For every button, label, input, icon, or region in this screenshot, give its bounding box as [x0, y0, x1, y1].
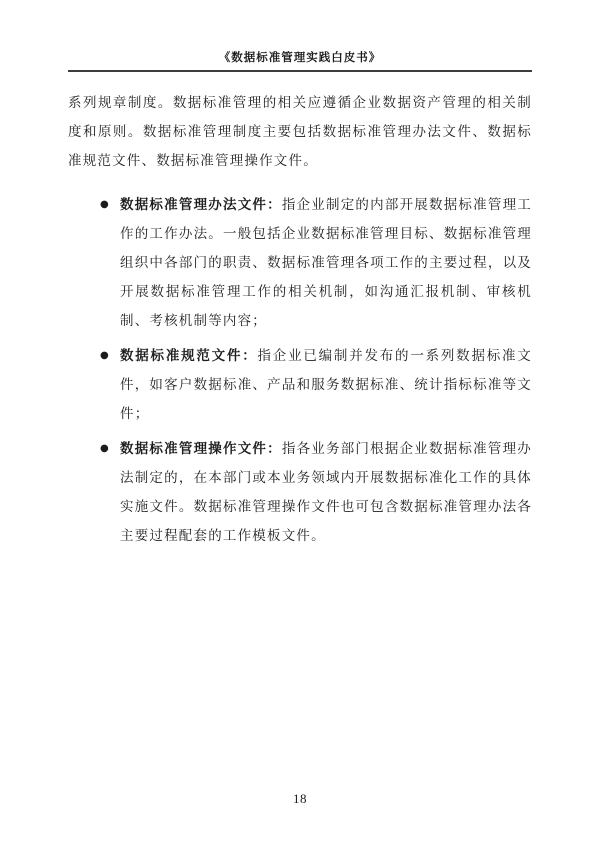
page-content	[68, 88, 532, 550]
bullet-desc: 指企业制定的内部开展数据标准管理工作的工作办法。一般包括企业数据标准管理目标、数据标准管理组织中各部门的职责、数据标准管理各项工作的主要过程，以及开展数据标准管理工作的相关机制，如沟通汇报机制、审核机制、考核机制等内容；	[120, 197, 532, 328]
list-item	[68, 190, 532, 335]
bullet-icon: ●	[100, 199, 109, 210]
bullet-desc: 指企业已编制并发布的一系列数据标准文件，如客户数据标准、产品和服务数据标准、统计指标标准等文件；	[120, 348, 532, 421]
list-item	[68, 434, 532, 550]
bullet-term: 数据标准管理操作文件：	[120, 441, 282, 456]
page-number: 18	[293, 791, 307, 806]
body-paragraph: 系列规章制度。数据标准管理的相关应遵循企业数据资产管理的相关制度和原则。数据标准管理制度主要包括数据标准管理办法文件、数据标准规范文件、数据标准管理操作文件。	[68, 95, 532, 168]
bullet-icon: ●	[100, 443, 109, 454]
list-item	[68, 341, 532, 428]
bullet-list	[68, 190, 532, 550]
header-title: 《数据标准管理实践白皮书》	[218, 52, 382, 64]
bullet-term: 数据标准管理办法文件：	[120, 197, 282, 212]
bullet-desc: 指各业务部门根据企业数据标准管理办法制定的，在本部门或本业务领域内开展数据标准化工作的具体实施文件。数据标准管理操作文件也可包含数据标准管理办法各主要过程配套的工作模板文件。	[120, 441, 532, 543]
bullet-term: 数据标准规范文件：	[120, 348, 258, 363]
bullet-icon: ●	[100, 350, 109, 361]
page-header	[68, 50, 532, 72]
